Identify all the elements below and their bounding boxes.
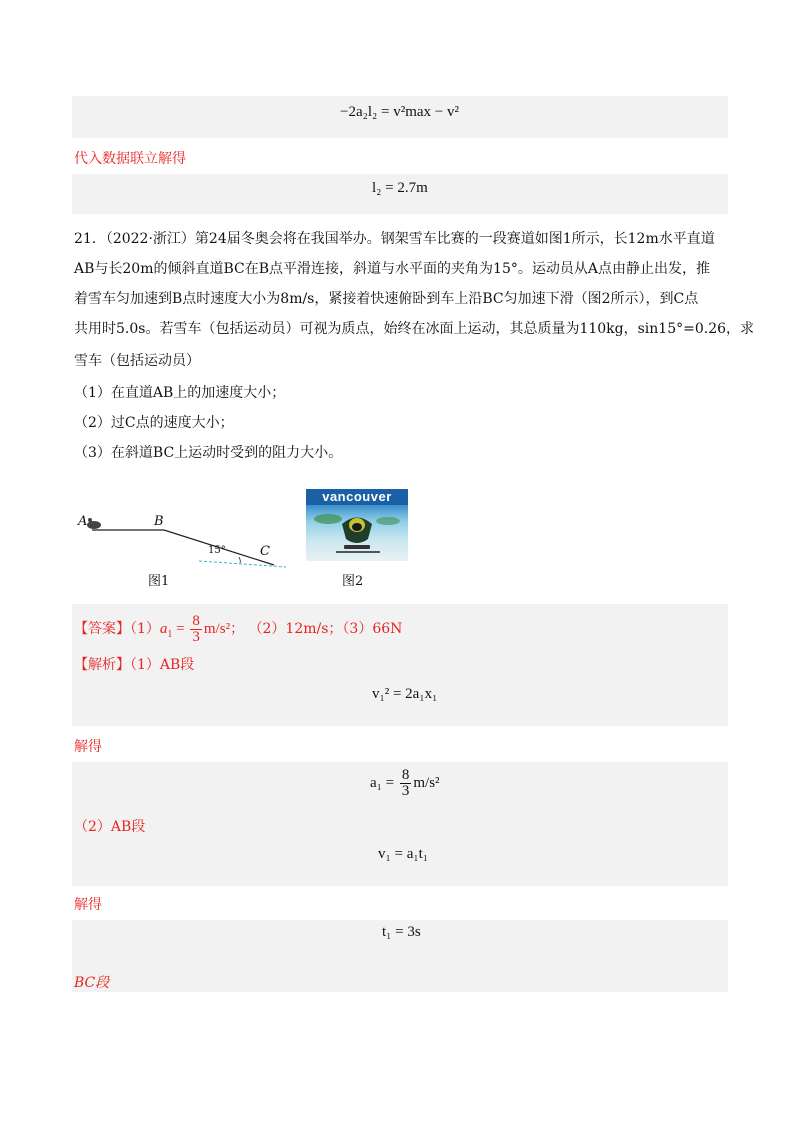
problem-line-5: 雪车（包括运动员） bbox=[74, 353, 200, 369]
equation-top: −2a₂l₂ = v²max − v² bbox=[340, 104, 459, 120]
sled-athlete-image bbox=[306, 489, 408, 561]
equation-v1-squared: v₁² = 2a₁x₁ bbox=[372, 686, 438, 702]
problem-line-4: 共用时5.0s。若雪车（包括运动员）可视为质点，始终在冰面上运动，其总质量为110kg，sin15°=0.26，求 bbox=[74, 321, 755, 337]
question-2: （2）过C点的速度大小； bbox=[74, 415, 234, 431]
answer-part1-suffix: ； bbox=[230, 620, 245, 637]
horizontal-reference bbox=[199, 561, 286, 567]
analysis-part3: BC段 bbox=[74, 975, 110, 991]
question-1: （1）在直道AB上的加速度大小； bbox=[74, 385, 286, 401]
problem-line-1 bbox=[74, 228, 715, 250]
problem-line-3: 着雪车匀加速到B点时速度大小为8m/s，紧接着快速俯卧到车上沿BC匀加速下滑（图2所示），到C点 bbox=[74, 291, 699, 307]
athlete-sled-icon bbox=[87, 518, 101, 529]
label-c: C bbox=[260, 544, 270, 559]
equation-a1: a₁ = $\frac{8}{3}$ m/s² bbox=[370, 767, 440, 799]
analysis-header bbox=[74, 654, 194, 676]
solve-label-2: 解得 bbox=[74, 897, 102, 913]
problem-number: 21． bbox=[74, 231, 106, 247]
answer-part3: （3）66N bbox=[342, 620, 403, 637]
figure-2-photo bbox=[306, 489, 408, 561]
equation-l2: l₂ = 2.7m bbox=[372, 180, 428, 196]
label-b: B bbox=[154, 514, 164, 529]
analysis-part2: （2）AB段 bbox=[74, 819, 146, 835]
answer-part2: （2）12m/s； bbox=[248, 620, 343, 637]
question-3: （3）在斜道BC上运动时受到的阻力大小。 bbox=[74, 445, 343, 461]
figure-2-caption: 图2 bbox=[342, 574, 364, 589]
problem-text-1: 第24届冬奥会将在我国举办。钢架雪车比赛的一段赛道如图1所示，长12m水平直道 bbox=[194, 231, 715, 247]
answer-line bbox=[74, 614, 402, 646]
analysis-part1: （1）AB段 bbox=[130, 657, 195, 673]
figure-1-caption: 图1 bbox=[148, 574, 170, 589]
answer-tag: 【答案】 bbox=[74, 620, 130, 637]
substitute-label: 代入数据联立解得 bbox=[74, 151, 186, 167]
a1-fraction: $\frac{8}{3}$ bbox=[401, 767, 410, 799]
answer-part1-prefix: （1） bbox=[130, 620, 160, 637]
equation-v1-t1: v₁ = a₁t₁ bbox=[378, 846, 428, 862]
analysis-tag: 【解析】 bbox=[74, 657, 130, 673]
answer-fraction: $\frac{8}{3}$ bbox=[192, 613, 200, 645]
solve-label-1: 解得 bbox=[74, 739, 102, 755]
problem-source: （2022·浙江） bbox=[105, 231, 195, 247]
angle-arc bbox=[239, 557, 240, 563]
label-a: A bbox=[78, 514, 88, 529]
figure-1-track-diagram bbox=[74, 505, 294, 575]
problem-line-2: AB与长20m的倾斜直道BC在B点平滑连接，斜道与水平面的夹角为15°。运动员从A点由静止出发，推 bbox=[74, 261, 710, 277]
answer-a1: $a_1$ = $\frac{8}{3}$ m/s² bbox=[159, 613, 231, 645]
label-angle: 15° bbox=[208, 545, 226, 556]
photo-banner: vancouver bbox=[306, 489, 408, 505]
equation-t1: t₁ = 3s bbox=[382, 924, 421, 940]
